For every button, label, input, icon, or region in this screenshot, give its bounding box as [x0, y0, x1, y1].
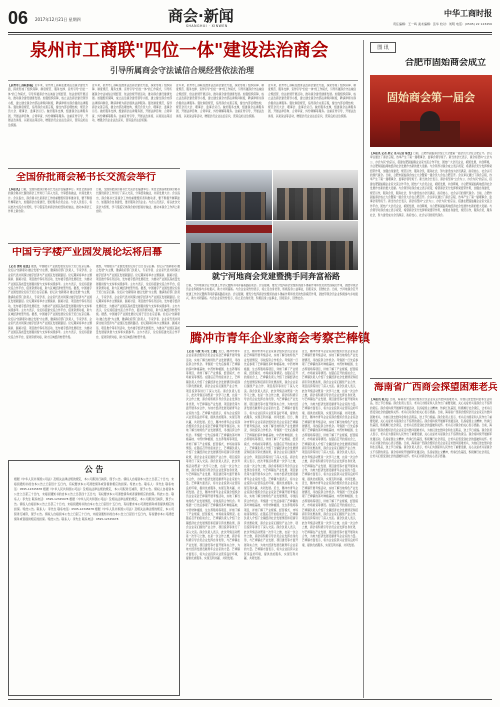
story2-body-cont: 日前，全国侨批商会秘书长交流会在福建举行。来自全国各地的商会秘书长围绕商会工作进行了深入交流，分享经验做法，共谋发展大计。会议指出，商会秘书长是商会工作的重要组织者和推动者，要不断提升履职能力，加强商会自身建设，更好服务会员企业。与会人员表示，将以此次交流会为契机，学习借鉴兄弟商会的好经验好做法，推动本商会工作再上新台阶。: [96, 188, 180, 214]
notice-text: 根据《中华人民共和国公司法》及相关法律法规的规定，本公司拟进行减资，现予公告。债权人自接到本公告之日起三十日内，未接到通知书的自本公告之日起四十五日内，有权要求本公司清偿债务或者提供相应的担保。特此公告。联系人：李先生 联系电话：0595-12345678: [14, 487, 174, 501]
photo-people: [279, 241, 353, 270]
story4-headline: 腾冲市青年企业家商会考察芒棒镇: [190, 331, 371, 345]
main-lead: 【泉州市工商联供稿】: [8, 84, 35, 87]
main-body-col-1: [8, 84, 88, 166]
story4-body-cont: 近日，腾冲市青年企业家商会组织会员企业家赴芒棒镇开展考察活动，实地了解当地特色产业发展情况，寻找投资合作机会。考察团一行先后参观了芒棒镇的茶叶种植基地、中药材种植园、生态养殖场等项目，详细了解了产业规模、经营模式、市场前景等情况。在随后召开的座谈会上，芒棒镇负责人介绍了全镇经济社会发展情况和招商引资优惠政策，商会企业家们围绕产业合作、项目投资等进行了深入交流。商会负责人表示，此次考察活动既是一次学习之旅，也是一次合作之旅，商会将积极引导会员企业发挥自身优势，与芒棒镇在产业发展、项目建设等方面开展务实合作，为地方经济发展贡献青年企业家的力量。芒棒镇方面表示，将为企业投资兴业营造良好环境，提供优质服务，实现互利共赢、共同发展。: [302, 350, 358, 415]
right-body-text-2: 日前，海南省广西商会组织会员企业家走访慰问困难老兵，为他们送去慰问金和生活用品，送上节日祝福。商会负责人表示，老兵们为国家和人民作出了重要贡献，关心关爱老兵是商会义不容辞的责任。商会将持续开展拥军优属活动，弘扬爱国主义精神，传承红色基因，积极履行社会责任，让老兵们感受到社会的温暖和关怀。老兵们对商会的关心表示感谢。: [370, 398, 492, 415]
story3-body-cont: 据悉，中国楼宇产业园发展论坛将于近日在京启幕。论坛以"创新驱动 融合发展"为主题，邀请政府部门负责人、专家学者、企业家代表共同探讨楼宇经济与产业园区发展新路径。论坛期间将举办主题演讲、圆桌对话、项目推介等系列活动，发布楼宇经济发展报告，为推动产业园区高质量发展提供智力支持和实践参考。主办方表示，论坛将搭建交流合作平台，促进资源对接，助力区域经济转型升级。: [96, 287, 180, 317]
event-photo: [273, 170, 358, 220]
right-lead-2: 【本报讯 陈力】: [370, 398, 390, 401]
story4-body-cont: 近日，腾冲市青年企业家商会组织会员企业家赴芒棒镇开展考察活动，实地了解当地特色产业发展情况，寻找投资合作机会。考察团一行先后参观了芒棒镇的茶叶种植基地、中药材种植园、生态养殖场等项目，详细了解了产业规模、经营模式、市场前景等情况。在随后召开的座谈会上，芒棒镇负责人介绍了全镇经济社会发展情况和招商引资优惠政策，商会企业家们围绕产业合作、项目投资等进行了深入交流。商会负责人表示，此次考察活动既是一次学习之旅，也是一次合作之旅，商会将积极引导会员企业发挥自身优势，与芒棒镇在产业发展、项目建设等方面开展务实合作，为地方经济发展贡献青年企业家的力量。芒棒镇方面表示，将为企业投资兴业营造良好环境，提供优质服务，实现互利共赢、共同发展。: [244, 486, 298, 561]
right-lead-1: 【本报讯 记者 孙立 见习记者 陈慧】: [370, 152, 414, 155]
story3-body-cont: 据悉，中国楼宇产业园发展论坛将于近日在京启幕。论坛以"创新驱动 融合发展"为主题，邀请政府部门负责人、专家学者、企业家代表共同探讨楼宇经济与产业园区发展新路径。论坛期间将举办主题演讲、圆桌对话、项目推介等系列活动，发布楼宇经济发展报告，为推动产业园区高质量发展提供智力支持和实践参考。主办方表示，论坛将搭建交流合作平台，促进资源对接，助力区域经济转型升级。: [96, 265, 180, 291]
story3-headline: 中国亏字楼产业园发展论坛将启幕: [12, 247, 162, 258]
right-body-text-1: 日前，合肥市固始商会成立大会暨第一届会员大会在合肥召开。会议审议通过了商会章程，选举产生了第一届理事会、监事会领导班子。新当选会长表示，商会将坚持"立会为公、办会为民"的宗旨，搭建在肥固始籍企业家交流合作平台，团结广大会员企业，抱团发展，共创辉煌，为合肥和固始两地经济社会发展作出新的更大贡献。与会领导对商会成立表示祝贺，希望商会充分发挥桥梁纽带作用，加强自身建设，规范运作，服务会员，服务社会，努力建设成为会员满意、政府放心、社会认可的现代商会。: [370, 174, 492, 195]
story3-body: 据悉，中国楼宇产业园发展论坛将于近日在京启幕。论坛以"创新驱动 融合发展"为主题，邀请政府部门负责人、专家学者、企业家代表共同探讨楼宇经济与产业园区发展新路径。论坛期间将举办主题演讲、圆桌对话、项目推介等系列活动，发布楼宇经济发展报告，为推动产业园区高质量发展提供智力支持和实践参考。主办方表示，论坛将搭建交流合作平台，促进资源对接，助力区域经济转型升级。: [8, 313, 92, 339]
story4-body-cont: 近日，腾冲市青年企业家商会组织会员企业家赴芒棒镇开展考察活动，实地了解当地特色产业发展情况，寻找投资合作机会。考察团一行先后参观了芒棒镇的茶叶种植基地、中药材种植园、生态养殖场等项目，详细了解了产业规模、经营模式、市场前景等情况。在随后召开的座谈会上，芒棒镇负责人介绍了全镇经济社会发展情况和招商引资优惠政策，商会企业家们围绕产业合作、项目投资等进行了深入交流。商会负责人表示，此次考察活动既是一次学习之旅，也是一次合作之旅，商会将积极引导会员企业发挥自身优势，与芒棒镇在产业发展、项目建设等方面开展务实合作，为地方经济发展贡献青年企业家的力量。芒棒镇方面表示，将为企业投资兴业营造良好环境，提供优质服务，实现互利共赢、共同发展。: [244, 416, 298, 490]
divider: [8, 243, 180, 244]
right-body-1: [370, 152, 492, 376]
divider: [186, 326, 358, 327]
photo-banner: [186, 225, 272, 233]
right-photo: [370, 75, 492, 147]
event-photo: [186, 221, 272, 270]
story4-body-cont: 近日，腾冲市青年企业家商会组织会员企业家赴芒棒镇开展考察活动，实地了解当地特色产业发展情况，寻找投资合作机会。考察团一行先后参观了芒棒镇的茶叶种植基地、中药材种植园、生态养殖场等项目，详细了解了产业规模、经营模式、市场前景等情况。在随后召开的座谈会上，芒棒镇负责人介绍了全镇经济社会发展情况和招商引资优惠政策，商会企业家们围绕产业合作、项目投资等进行了深入交流。商会负责人表示，此次考察活动既是一次学习之旅，也是一次合作之旅，商会将积极引导会员企业发挥自身优势，与芒棒镇在产业发展、项目建设等方面开展务实合作，为地方经济发展贡献青年企业家的力量。芒棒镇方面表示，将为企业投资兴业营造良好环境，提供优质服务，实现互利共赢、共同发展。: [244, 350, 298, 420]
main-headline: 泉州市工商联"四位一体"建设法治商会: [30, 41, 329, 61]
story4-lead: 【记者 马俊 实习生 王鹏】: [186, 350, 219, 353]
story2-headline: 全国侨批商会秘书长交流会举行: [16, 172, 156, 183]
story3-lead: 【记者 张明 报道】: [8, 265, 32, 268]
notice-title: 公 告: [84, 465, 104, 474]
story2-lead: 【本报讯】: [8, 188, 22, 191]
divider: [370, 378, 492, 379]
story4-body: 近日，腾冲市青年企业家商会组织会员企业家赴芒棒镇开展考察活动，实地了解当地特色产业发展情况，寻找投资合作机会。考察团一行先后参观了芒棒镇的茶叶种植基地、中药材种植园、生态养殖场等项目，详细了解了产业规模、经营模式、市场前景等情况。在随后召开的座谈会上，芒棒镇负责人介绍了全镇经济社会发展情况和招商引资优惠政策，商会企业家们围绕产业合作、项目投资等进行了深入交流。商会负责人表示，此次考察活动既是一次学习之旅，也是一次合作之旅，商会将积极引导会员企业发挥自身优势，与芒棒镇在产业发展、项目建设等方面开展务实合作，为地方经济发展贡献青年企业家的力量。芒棒镇方面表示，将为企业投资兴业营造良好环境，提供优质服务，实现互利共赢、共同发展。: [186, 350, 240, 424]
story4-body: 近日，腾冲市青年企业家商会组织会员企业家赴芒棒镇开展考察活动，实地了解当地特色产业发展情况，寻找投资合作机会。考察团一行先后参观了芒棒镇的茶叶种植基地、中药材种植园、生态养殖场等项目，详细了解了产业规模、经营模式、市场前景等情况。在随后召开的座谈会上，芒棒镇负责人介绍了全镇经济社会发展情况和招商引资优惠政策，商会企业家们围绕产业合作、项目投资等进行了深入交流。商会负责人表示，此次考察活动既是一次学习之旅，也是一次合作之旅，商会将积极引导会员企业发挥自身优势，与芒棒镇在产业发展、项目建设等方面开展务实合作，为地方经济发展贡献青年企业家的力量。芒棒镇方面表示，将为企业投资兴业营造良好环境，提供优质服务，实现互利共赢、共同发展。: [186, 491, 240, 561]
column-divider: [363, 40, 364, 698]
divider: [8, 168, 180, 169]
notice-text: 根据《中华人民共和国公司法》及相关法律法规的规定，本公司拟进行减资，现予公告。债权人自接到本公告之日起三十日内，未接到通知书的自本公告之日起四十五日内，有权要求本公司清偿债务或者提供相应的担保。特此公告。联系人：李先生 联系电话：0595-12345678: [14, 477, 174, 491]
story2-body: 日前，全国侨批商会秘书长交流会在福建举行。来自全国各地的商会秘书长围绕商会工作进行了深入交流，分享经验做法，共谋发展大计。会议指出，商会秘书长是商会工作的重要组织者和推动者，要不断提升履职能力，加强商会自身建设，更好服务会员企业。与会人员表示，将以此次交流会为契机，学习借鉴兄弟商会的好经验好做法，推动本商会工作再上新台阶。: [8, 188, 92, 214]
photo-grid: [186, 170, 358, 270]
photo-person: [420, 111, 440, 131]
main-body-col-2: [92, 84, 172, 166]
story3-body: 据悉，中国楼宇产业园发展论坛将于近日在京启幕。论坛以"创新驱动 融合发展"为主题，邀请政府部门负责人、专家学者、企业家代表共同探讨楼宇经济与产业园区发展新路径。论坛期间将举办主题演讲、圆桌对话、项目推介等系列活动，发布楼宇经济发展报告，为推动产业园区高质量发展提供智力支持和实践参考。主办方表示，论坛将搭建交流合作平台，促进资源对接，助力区域经济转型升级。: [8, 265, 92, 291]
right-headline-1: 合肥市固始商会成立: [405, 58, 487, 68]
story4-body-cont: 近日，腾冲市青年企业家商会组织会员企业家赴芒棒镇开展考察活动，实地了解当地特色产业发展情况，寻找投资合作机会。考察团一行先后参观了芒棒镇的茶叶种植基地、中药材种植园、生态养殖场等项目，详细了解了产业规模、经营模式、市场前景等情况。在随后召开的座谈会上，芒棒镇负责人介绍了全镇经济社会发展情况和招商引资优惠政策，商会企业家们围绕产业合作、项目投资等进行了深入交流。商会负责人表示，此次考察活动既是一次学习之旅，也是一次合作之旅，商会将积极引导会员企业发挥自身优势，与芒棒镇在产业发展、项目建设等方面开展务实合作，为地方经济发展贡献青年企业家的力量。芒棒镇方面表示，将为企业投资兴业营造良好环境，提供优质服务，实现互利共赢、共同发展。: [302, 482, 358, 547]
section-subtitle: SHANGHUI · XINWEN: [186, 24, 228, 28]
main-body-cont: 近年来，泉州市工商联在推进法治商会建设方面，探索形成了组织保障、制度规范、服务支撑、宣传引导"四位一体"的工作模式，引导所属商会守法诚信合规经营、依法依规开展活动，推动商会建设健康发展。加强组织保障，成立法治商会建设领导小组，建立健全商会内部法律顾问制度，聘请律师为商会提供法律服务。强化制度规范，指导商会完善章程，健全内部治理结构，规范会员大会、理事会、监事会运行。做好服务支撑，组建商会法律服务团，开展法律咨询、合同审查、纠纷调解等服务。注重宣传引导，开展法治讲座、以案说法等活动，增强会员企业法治意识，营造良好法治氛围。: [176, 84, 264, 118]
right-headline-2: 海南省广西商会探望困难老兵: [374, 382, 498, 393]
footer-rule: [8, 699, 492, 700]
event-photo: [186, 170, 272, 220]
story3-body-col-2: [96, 265, 180, 455]
story3-body-cont: 据悉，中国楼宇产业园发展论坛将于近日在京启幕。论坛以"创新驱动 融合发展"为主题，邀请政府部门负责人、专家学者、企业家代表共同探讨楼宇经济与产业园区发展新路径。论坛期间将举办主题演讲、圆桌对话、项目推介等系列活动，发布楼宇经济发展报告，为推动产业园区高质量发展提供智力支持和实践参考。主办方表示，论坛将搭建交流合作平台，促进资源对接，助力区域经济转型升级。: [96, 313, 180, 339]
right-tag: [370, 42, 396, 53]
main-subhead-rule: [8, 80, 358, 81]
right-body-text-2: 日前，海南省广西商会组织会员企业家走访慰问困难老兵，为他们送去慰问金和生活用品，送上节日祝福。商会负责人表示，老兵们为国家和人民作出了重要贡献，关心关爱老兵是商会义不容辞的责任。商会将持续开展拥军优属活动，弘扬爱国主义精神，传承红色基因，积极履行社会责任，让老兵们感受到社会的温暖和关怀。老兵们对商会的关心表示感谢。: [370, 424, 492, 446]
notice-box: [8, 460, 180, 696]
story2-body-col-1: [8, 188, 92, 240]
story4-body-col-1: [186, 350, 240, 696]
story4-body-cont: 近日，腾冲市青年企业家商会组织会员企业家赴芒棒镇开展考察活动，实地了解当地特色产业发展情况，寻找投资合作机会。考察团一行先后参观了芒棒镇的茶叶种植基地、中药材种植园、生态养殖场等项目，详细了解了产业规模、经营模式、市场前景等情况。在随后召开的座谈会上，芒棒镇负责人介绍了全镇经济社会发展情况和招商引资优惠政策，商会企业家们围绕产业合作、项目投资等进行了深入交流。商会负责人表示，此次考察活动既是一次学习之旅，也是一次合作之旅，商会将积极引导会员企业发挥自身优势，与芒棒镇在产业发展、项目建设等方面开展务实合作，为地方经济发展贡献青年企业家的力量。芒棒镇方面表示，将为企业投资兴业营造良好环境，提供优质服务，实现互利共赢、共同发展。: [302, 416, 358, 481]
notice-body: [14, 477, 174, 691]
photo-caption: 就宁河地商会党建暨携手同奔富裕路: [212, 272, 340, 281]
right-body-text-2: 日前，海南省广西商会组织会员企业家走访慰问困难老兵，为他们送去慰问金和生活用品，送上节日祝福。商会负责人表示，老兵们为国家和人民作出了重要贡献，关心关爱老兵是商会义不容辞的责任。商会将持续开展拥军优属活动，弘扬爱国主义精神，传承红色基因，积极履行社会责任，让老兵们感受到社会的温暖和关怀。老兵们对商会的关心表示感谢。: [370, 411, 492, 428]
right-body-text-1: 日前，合肥市固始商会成立大会暨第一届会员大会在合肥召开。会议审议通过了商会章程，选举产生了第一届理事会、监事会领导班子。新当选会长表示，商会将坚持"立会为公、办会为民"的宗旨，搭建在肥固始籍企业家交流合作平台，团结广大会员企业，抱团发展，共创辉煌，为合肥和固始两地经济社会发展作出新的更大贡献。与会领导对商会成立表示祝贺，希望商会充分发挥桥梁纽带作用，加强自身建设，规范运作，服务会员，服务社会，努力建设成为会员满意、政府放心、社会认可的现代商会。: [370, 191, 492, 217]
main-body-cont: 近年来，泉州市工商联在推进法治商会建设方面，探索形成了组织保障、制度规范、服务支撑、宣传引导"四位一体"的工作模式，引导所属商会守法诚信合规经营、依法依规开展活动，推动商会建设健康发展。加强组织保障，成立法治商会建设领导小组，建立健全商会内部法律顾问制度，聘请律师为商会提供法律服务。强化制度规范，指导商会完善章程，健全内部治理结构，规范会员大会、理事会、监事会运行。做好服务支撑，组建商会法律服务团，开展法律咨询、合同审查、纠纷调解等服务。注重宣传引导，开展法治讲座、以案说法等活动，增强会员企业法治意识，营造良好法治氛围。: [92, 84, 172, 123]
story2-body-col-2: [96, 188, 180, 240]
story4-body-col-2: [244, 350, 298, 696]
right-body-text-2: 日前，海南省广西商会组织会员企业家走访慰问困难老兵，为他们送去慰问金和生活用品，送上节日祝福。商会负责人表示，老兵们为国家和人民作出了重要贡献，关心关爱老兵是商会义不容辞的责任。商会将持续开展拥军优属活动，弘扬爱国主义精神，传承红色基因，积极履行社会责任，让老兵们感受到社会的温暖和关怀。老兵们对商会的关心表示感谢。: [370, 442, 492, 459]
paper-name: 中华工商时报: [444, 9, 492, 18]
right-body-2: [370, 398, 492, 696]
photo-people: [277, 188, 353, 220]
main-body-col-4: [268, 84, 356, 166]
story4-body: 近日，腾冲市青年企业家商会组织会员企业家赴芒棒镇开展考察活动，实地了解当地特色产业发展情况，寻找投资合作机会。考察团一行先后参观了芒棒镇的茶叶种植基地、中药材种植园、生态养殖场等项目，详细了解了产业规模、经营模式、市场前景等情况。在随后召开的座谈会上，芒棒镇负责人介绍了全镇经济社会发展情况和招商引资优惠政策，商会企业家们围绕产业合作、项目投资等进行了深入交流。商会负责人表示，此次考察活动既是一次学习之旅，也是一次合作之旅，商会将积极引导会员企业发挥自身优势，与芒棒镇在产业发展、项目建设等方面开展务实合作，为地方经济发展贡献青年企业家的力量。芒棒镇方面表示，将为企业投资兴业营造良好环境，提供优质服务，实现互利共赢、共同发展。: [186, 420, 240, 494]
main-body-col-3: [176, 84, 264, 166]
issue-date: 2017年12月21日 星期四: [35, 17, 81, 22]
story3-body: 据悉，中国楼宇产业园发展论坛将于近日在京启幕。论坛以"创新驱动 融合发展"为主题，邀请政府部门负责人、专家学者、企业家代表共同探讨楼宇经济与产业园区发展新路径。论坛期间将举办主题演讲、圆桌对话、项目推介等系列活动，发布楼宇经济发展报告，为推动产业园区高质量发展提供智力支持和实践参考。主办方表示，论坛将搭建交流合作平台，促进资源对接，助力区域经济转型升级。: [8, 287, 92, 317]
notice-text: 根据《中华人民共和国公司法》及相关法律法规的规定，本公司拟进行减资，现予公告。债权人自接到本公告之日起三十日内，未接到通知书的自本公告之日起四十五日内，有权要求本公司清偿债务或者提供相应的担保。特此公告。联系人：李先生 联系电话：0595-12345678: [14, 507, 174, 521]
main-body-cont: 近年来，泉州市工商联在推进法治商会建设方面，探索形成了组织保障、制度规范、服务支撑、宣传引导"四位一体"的工作模式，引导所属商会守法诚信合规经营、依法依规开展活动，推动商会建设健康发展。加强组织保障，成立法治商会建设领导小组，建立健全商会内部法律顾问制度，聘请律师为商会提供法律服务。强化制度规范，指导商会完善章程，健全内部治理结构，规范会员大会、理事会、监事会运行。做好服务支撑，组建商会法律服务团，开展法律咨询、合同审查、纠纷调解等服务。注重宣传引导，开展法治讲座、以案说法等活动，增强会员企业法治意识，营造良好法治氛围。: [268, 84, 356, 118]
page-number: 06: [8, 8, 29, 28]
editor-info: 责任编辑：王一鸣 美术编辑：张华 校对：刘明 电话：(0595) 22 123456: [392, 22, 492, 26]
right-photo-banner-text: 固始商会第一届会: [387, 91, 475, 104]
story4-body-col-3: [302, 350, 358, 696]
event-photo: [273, 221, 358, 270]
main-subhead: 引导所属商会守法诚信合规经营依法治理: [110, 66, 254, 75]
photo-caption-body: [186, 284, 358, 324]
masthead: [8, 8, 492, 32]
notice-text: 根据《中华人民共和国公司法》及相关法律法规的规定，本公司拟进行减资，现予公告。债权人自接到本公告之日起三十日内，未接到通知书的自本公告之日起四十五日内，有权要求本公司清偿债务或者提供相应的担保。特此公告。联系人：李先生 联系电话：0595-12345678: [14, 497, 174, 511]
photo-people: [192, 192, 266, 220]
photo-body: 日前，宁河地商会召开党建工作会议暨携手同奔富裕路座谈会。会议强调，要充分发挥商会党组织的战斗堡垒作用和党员的先锋模范作用，团结带领会员企业积极参与乡村振兴，助力共同富裕。与会企业家纷纷表示，将立足自身优势，积极投身公益事业，回报家乡，回馈社会。: [186, 288, 358, 301]
story3-body-col-1: [8, 265, 92, 455]
right-body-text-1: 日前，合肥市固始商会成立大会暨第一届会员大会在合肥召开。会议审议通过了商会章程，选举产生了第一届理事会、监事会领导班子。新当选会长表示，商会将坚持"立会为公、办会为民"的宗旨，搭建在肥固始籍企业家交流合作平台，团结广大会员企业，抱团发展，共创辉煌，为合肥和固始两地经济社会发展作出新的更大贡献。与会领导对商会成立表示祝贺，希望商会充分发挥桥梁纽带作用，加强自身建设，规范运作，服务会员，服务社会，努力建设成为会员满意、政府放心、社会认可的现代商会。: [370, 152, 492, 178]
section-title: 商会·新闻: [168, 7, 234, 25]
photo-body: 日前，宁河地商会召开党建工作会议暨携手同奔富裕路座谈会。会议强调，要充分发挥商会党组织的战斗堡垒作用和党员的先锋模范作用，团结带领会员企业积极参与乡村振兴，助力共同富裕。与会企业家纷纷表示，将立足自身优势，积极投身公益事业，回报家乡，回馈社会。: [186, 284, 358, 292]
right-tag-label: 图 讯: [377, 45, 389, 51]
masthead-rule: [8, 32, 492, 33]
main-body: 近年来，泉州市工商联在推进法治商会建设方面，探索形成了组织保障、制度规范、服务支撑、宣传引导"四位一体"的工作模式，引导所属商会守法诚信合规经营、依法依规开展活动，推动商会建设健康发展。加强组织保障，成立法治商会建设领导小组，建立健全商会内部法律顾问制度，聘请律师为商会提供法律服务。强化制度规范，指导商会完善章程，健全内部治理结构，规范会员大会、理事会、监事会运行。做好服务支撑，组建商会法律服务团，开展法律咨询、合同审查、纠纷调解等服务。注重宣传引导，开展法治讲座、以案说法等活动，增强会员企业法治意识，营造良好法治氛围。: [8, 84, 88, 127]
photo-people: [191, 243, 267, 270]
